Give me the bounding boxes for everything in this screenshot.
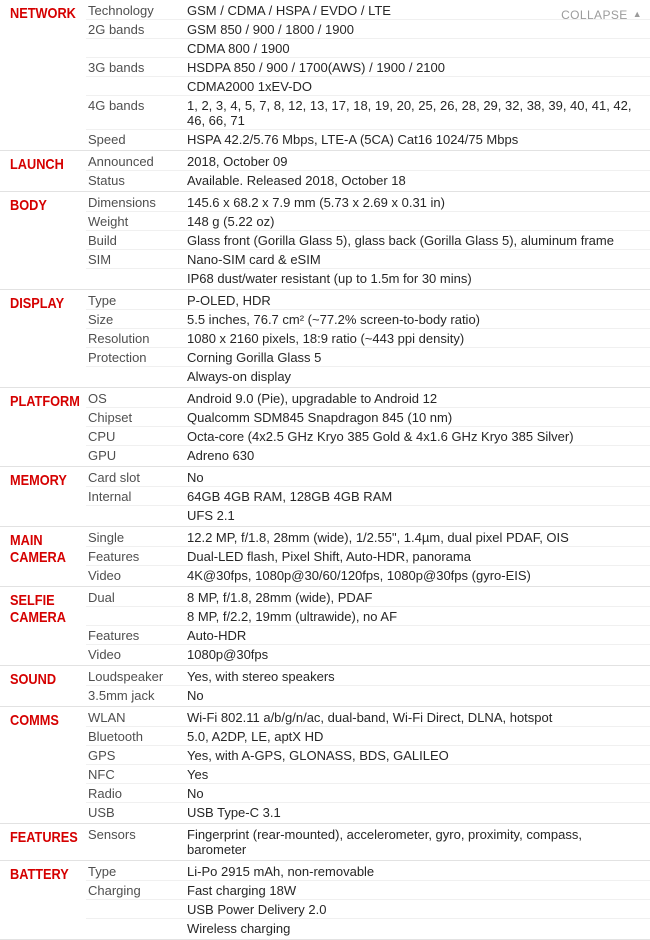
spec-label-empty: [86, 608, 183, 625]
spec-value: No: [187, 470, 204, 485]
spec-row: [86, 129, 650, 148]
spec-value: USB Type-C 3.1: [187, 805, 281, 820]
spec-row: [86, 644, 650, 663]
section-rows: [86, 390, 650, 464]
spec-value: Android 9.0 (Pie), upgradable to Android 12: [187, 391, 438, 406]
spec-value: HSPA 42.2/5.76 Mbps, LTE-A (5CA) Cat16 1024/75 Mbps: [187, 132, 519, 147]
spec-value: No: [187, 786, 204, 801]
spec-section-memory: [0, 466, 650, 526]
spec-value: 145.6 x 68.2 x 7.9 mm (5.73 x 2.69 x 0.31 in): [187, 195, 445, 210]
spec-section-comms: [0, 706, 650, 823]
spec-label-2g-bands[interactable]: 2G bands: [88, 22, 145, 37]
spec-section-launch: [0, 150, 650, 191]
spec-value: 4K@30fps, 1080p@30/60/120fps, 1080p@30fps (gyro-EIS): [187, 568, 531, 583]
spec-section-sound: [0, 665, 650, 706]
spec-label-usb[interactable]: USB: [88, 805, 115, 820]
spec-row: [86, 668, 650, 685]
spec-section-features: [0, 823, 650, 860]
spec-label-single[interactable]: Single: [88, 530, 125, 545]
spec-row: [86, 230, 650, 249]
section-rows: [86, 292, 650, 385]
spec-label-gps[interactable]: GPS: [88, 748, 116, 763]
spec-row: [86, 211, 650, 230]
spec-row: [86, 170, 650, 189]
spec-label-empty: [86, 40, 183, 57]
spec-label-weight[interactable]: Weight: [88, 214, 129, 229]
section-rows: [86, 529, 650, 584]
spec-section-network: [0, 0, 650, 150]
section-title: MAIN CAMERA: [10, 532, 66, 566]
section-rows: [86, 153, 650, 189]
spec-section-battery: [0, 860, 650, 939]
triangle-up-icon: ▲: [632, 9, 642, 19]
spec-label-size[interactable]: Size: [88, 312, 114, 327]
spec-row: [86, 764, 650, 783]
spec-row: [86, 268, 650, 287]
spec-row: [86, 249, 650, 268]
spec-row: [86, 529, 650, 546]
section-rows: [86, 469, 650, 524]
spec-value: 64GB 4GB RAM, 128GB 4GB RAM: [187, 489, 393, 504]
spec-value: No: [187, 688, 204, 703]
section-title: BATTERY: [10, 866, 69, 883]
section-rows: [86, 863, 650, 937]
spec-value: Always-on display: [187, 369, 292, 384]
spec-value: Octa-core (4x2.5 GHz Kryo 385 Gold & 4x1.6 GHz Kryo 385 Silver): [187, 429, 574, 444]
spec-label-radio[interactable]: Radio: [88, 786, 122, 801]
spec-value: Fingerprint (rear-mounted), accelerometer, gyro, proximity, compass, barometer: [187, 827, 582, 857]
spec-label-3g-bands[interactable]: 3G bands: [88, 60, 145, 75]
spec-row: [86, 546, 650, 565]
section-rows: [86, 709, 650, 821]
spec-value: 12.2 MP, f/1.8, 28mm (wide), 1/2.55", 1.4µm, dual pixel PDAF, OIS: [187, 530, 569, 545]
spec-row: [86, 880, 650, 899]
spec-section-main-camera: [0, 526, 650, 586]
spec-value: 8 MP, f/1.8, 28mm (wide), PDAF: [187, 590, 373, 605]
spec-value: CDMA2000 1xEV-DO: [187, 79, 312, 94]
spec-row: [86, 565, 650, 584]
spec-value: Wi-Fi 802.11 a/b/g/n/ac, dual-band, Wi-Fi Direct, DLNA, hotspot: [187, 710, 553, 725]
spec-row: [86, 606, 650, 625]
spec-row: [86, 709, 650, 726]
spec-value: Li-Po 2915 mAh, non-removable: [187, 864, 375, 879]
spec-row: [86, 292, 650, 309]
spec-label-empty: [86, 507, 183, 524]
section-title: DISPLAY: [10, 295, 65, 312]
spec-value: 1080 x 2160 pixels, 18:9 ratio (~443 ppi density): [187, 331, 465, 346]
spec-row: [86, 486, 650, 505]
spec-value: Yes: [187, 767, 209, 782]
spec-label-video[interactable]: Video: [88, 568, 122, 583]
spec-row: [86, 826, 650, 858]
spec-value: Adreno 630: [187, 448, 255, 463]
spec-row: [86, 57, 650, 76]
section-rows: [86, 589, 650, 663]
spec-section-selfie-camera: [0, 586, 650, 665]
spec-label-empty: [86, 920, 183, 937]
spec-label-protection[interactable]: Protection: [88, 350, 147, 365]
spec-value: Fast charging 18W: [187, 883, 297, 898]
spec-row: [86, 153, 650, 170]
spec-label-empty: [86, 270, 183, 287]
spec-value: Nano-SIM card & eSIM: [187, 252, 321, 267]
spec-value: 2018, October 09: [187, 154, 288, 169]
spec-value: 148 g (5.22 oz): [187, 214, 275, 229]
section-title: NETWORK: [10, 5, 76, 22]
spec-row: [86, 390, 650, 407]
spec-section-body: [0, 191, 650, 289]
spec-value: Yes, with A-GPS, GLONASS, BDS, GALILEO: [187, 748, 449, 763]
spec-row: [86, 726, 650, 745]
spec-value: 5.0, A2DP, LE, aptX HD: [187, 729, 324, 744]
spec-label-bluetooth[interactable]: Bluetooth: [88, 729, 143, 744]
spec-value: Qualcomm SDM845 Snapdragon 845 (10 nm): [187, 410, 453, 425]
spec-section-display: [0, 289, 650, 387]
spec-value: Glass front (Gorilla Glass 5), glass back (Gorilla Glass 5), aluminum frame: [187, 233, 614, 248]
section-rows: [86, 668, 650, 704]
spec-row: [86, 445, 650, 464]
spec-value: Yes, with stereo speakers: [187, 669, 335, 684]
spec-label-video[interactable]: Video: [88, 647, 122, 662]
spec-label-resolution[interactable]: Resolution: [88, 331, 150, 346]
spec-label-dimensions[interactable]: Dimensions: [88, 195, 156, 210]
spec-label-empty: [86, 78, 183, 95]
section-rows: [86, 826, 650, 858]
spec-row: [86, 309, 650, 328]
collapse-label: COLLAPSE: [561, 8, 628, 22]
spec-label-speed[interactable]: Speed: [88, 132, 126, 147]
spec-value: 5.5 inches, 76.7 cm² (~77.2% screen-to-body ratio): [187, 312, 481, 327]
spec-value: 1, 2, 3, 4, 5, 7, 8, 12, 13, 17, 18, 19, 20, 25, 26, 28, 29, 32, 38, 39, 40, 41, 42, 46, 66, 71: [187, 98, 632, 128]
spec-label-sensors[interactable]: Sensors: [88, 827, 136, 842]
section-title: PLATFORM: [10, 393, 80, 410]
spec-label-type[interactable]: Type: [88, 864, 117, 879]
spec-row: [86, 899, 650, 918]
spec-value: GSM / CDMA / HSPA / EVDO / LTE: [187, 3, 391, 18]
spec-value: Corning Gorilla Glass 5: [187, 350, 322, 365]
spec-row: [86, 863, 650, 880]
spec-label-announced[interactable]: Announced: [88, 154, 154, 169]
spec-label-charging[interactable]: Charging: [88, 883, 141, 898]
section-title: SOUND: [10, 671, 57, 688]
spec-label-3-5mm-jack[interactable]: 3.5mm jack: [88, 688, 155, 703]
spec-label-technology[interactable]: Technology: [88, 3, 154, 18]
spec-label-build[interactable]: Build: [88, 233, 117, 248]
spec-label-wlan[interactable]: WLAN: [88, 710, 126, 725]
spec-row: [86, 426, 650, 445]
spec-row: [86, 469, 650, 486]
spec-value: UFS 2.1: [187, 508, 235, 523]
spec-row: [86, 76, 650, 95]
spec-row: [86, 194, 650, 211]
spec-row: [86, 505, 650, 524]
spec-value: HSDPA 850 / 900 / 1700(AWS) / 1900 / 2100: [187, 60, 445, 75]
spec-value: Available. Released 2018, October 18: [187, 173, 406, 188]
spec-value: IP68 dust/water resistant (up to 1.5m for 30 mins): [187, 271, 472, 286]
spec-row: [86, 38, 650, 57]
spec-label-cpu[interactable]: CPU: [88, 429, 116, 444]
spec-value: Dual-LED flash, Pixel Shift, Auto-HDR, panorama: [187, 549, 471, 564]
spec-row: [86, 783, 650, 802]
spec-row: [86, 589, 650, 606]
section-rows: [86, 194, 650, 287]
spec-row: [86, 918, 650, 937]
section-title: LAUNCH: [10, 156, 64, 173]
spec-label-empty: [86, 901, 183, 918]
spec-value: Wireless charging: [187, 921, 291, 936]
spec-label-status[interactable]: Status: [88, 173, 125, 188]
spec-label-4g-bands[interactable]: 4G bands: [88, 98, 145, 113]
spec-row: [86, 366, 650, 385]
spec-row: [86, 685, 650, 704]
spec-row: [86, 745, 650, 764]
spec-value: 8 MP, f/2.2, 19mm (ultrawide), no AF: [187, 609, 398, 624]
spec-value: GSM 850 / 900 / 1800 / 1900: [187, 22, 354, 37]
spec-row: [86, 625, 650, 644]
section-title: SELFIE CAMERA: [10, 592, 66, 626]
spec-label-gpu[interactable]: GPU: [88, 448, 117, 463]
spec-label-type[interactable]: Type: [88, 293, 117, 308]
section-title: MEMORY: [10, 472, 67, 489]
spec-value: Auto-HDR: [187, 628, 247, 643]
collapse-button[interactable]: [561, 8, 642, 22]
spec-row: [86, 407, 650, 426]
spec-label-sim[interactable]: SIM: [88, 252, 112, 267]
spec-label-os[interactable]: OS: [88, 391, 107, 406]
spec-label-loudspeaker[interactable]: Loudspeaker: [88, 669, 164, 684]
spec-label-nfc[interactable]: NFC: [88, 767, 115, 782]
spec-section-platform: [0, 387, 650, 466]
spec-label-card-slot[interactable]: Card slot: [88, 470, 141, 485]
section-rows: [86, 2, 650, 148]
spec-row: [86, 802, 650, 821]
spec-value: P-OLED, HDR: [187, 293, 271, 308]
section-title: COMMS: [10, 712, 59, 729]
section-title: FEATURES: [10, 829, 78, 846]
spec-row: [86, 347, 650, 366]
spec-row: [86, 328, 650, 347]
spec-label-features[interactable]: Features: [88, 549, 140, 564]
spec-value: CDMA 800 / 1900: [187, 41, 290, 56]
spec-label-features[interactable]: Features: [88, 628, 140, 643]
section-title: BODY: [10, 197, 47, 214]
spec-row: [86, 95, 650, 129]
spec-label-chipset[interactable]: Chipset: [88, 410, 133, 425]
spec-label-internal[interactable]: Internal: [88, 489, 132, 504]
spec-label-empty: [86, 368, 183, 385]
spec-value: 1080p@30fps: [187, 647, 269, 662]
spec-value: USB Power Delivery 2.0: [187, 902, 327, 917]
spec-label-dual[interactable]: Dual: [88, 590, 115, 605]
